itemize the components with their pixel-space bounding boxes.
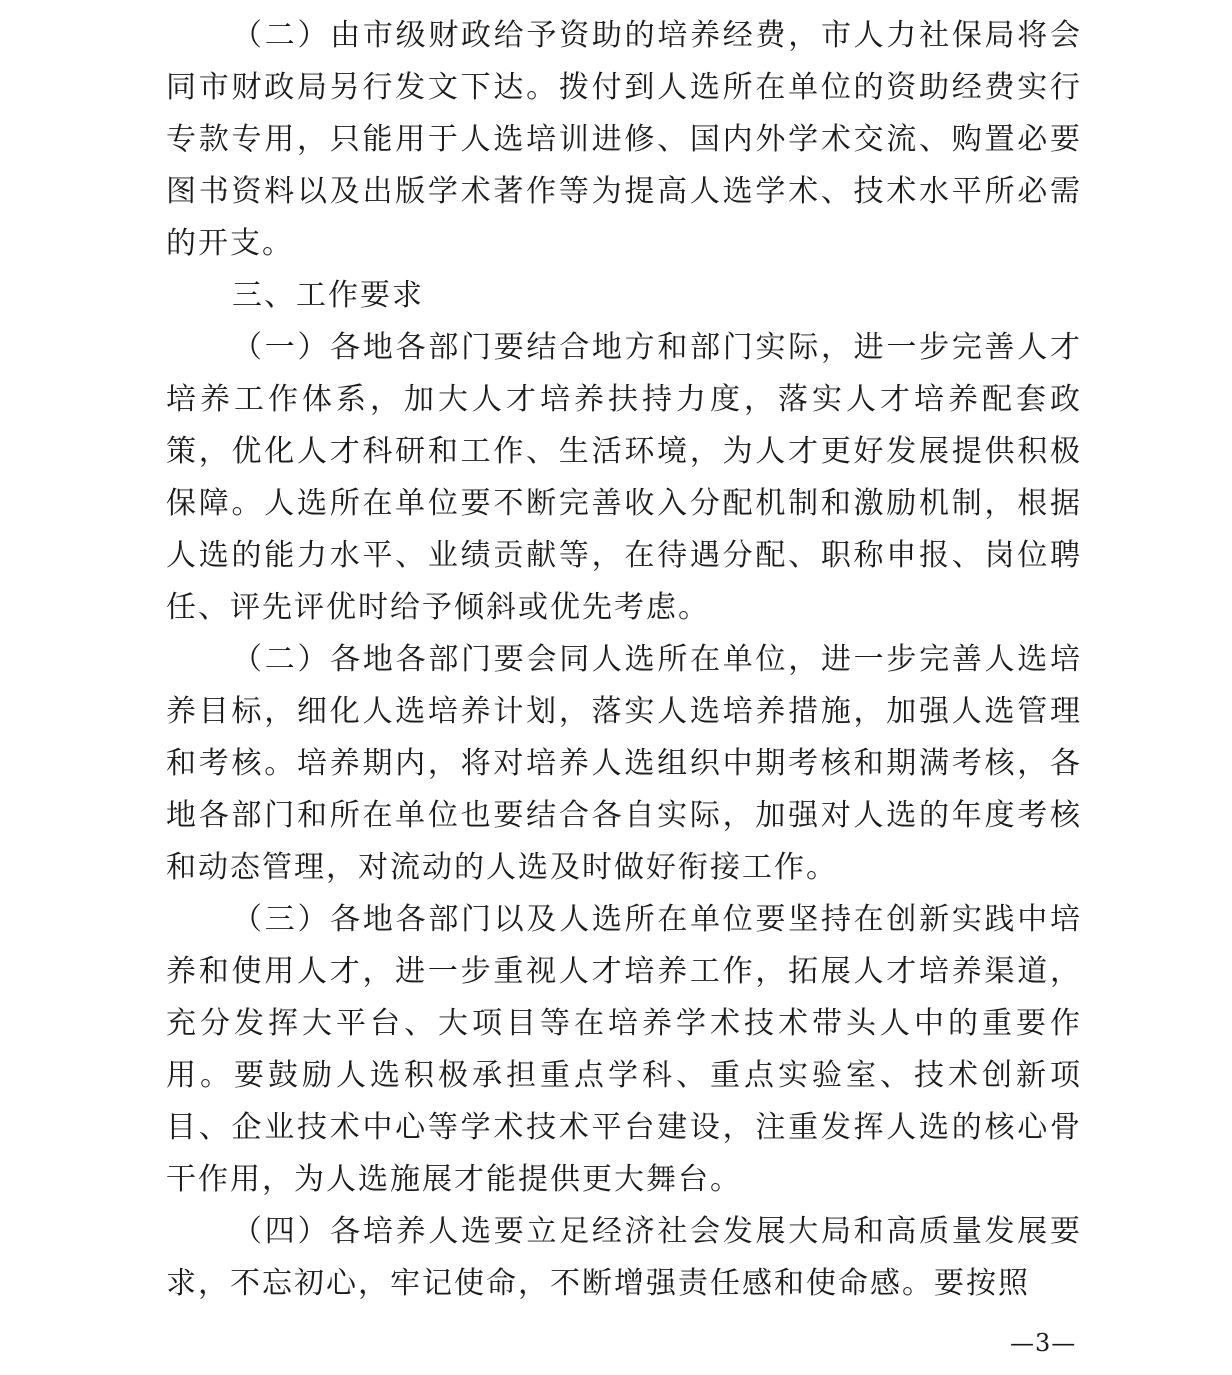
document-page [166, 10, 1082, 1310]
page-number: —3— [1010, 1329, 1077, 1357]
paragraph-requirement-2: （二）各地各部门要会同人选所在单位，进一步完善人选培养目标，细化人选培养计划，落实人选培养措施，加强人选管理和考核。培养期内，将对培养人选组织中期考核和期满考核，各地各部门和所在单位也要结合各自实际，加强对人选的年度考核和动态管理，对流动的人选及时做好衔接工作。 [166, 642, 1082, 885]
paragraph-funding: （二）由市级财政给予资助的培养经费，市人力社保局将会同市财政局另行发文下达。拨付到人选所在单位的资助经费实行专款专用，只能用于人选培训进修、国内外学术交流、购置必要图书资料以及出版学术著作等为提高人选学术、技术水平所必需的开支。 [166, 18, 1082, 261]
paragraph-requirement-3: （三）各地各部门以及人选所在单位要坚持在创新实践中培养和使用人才，进一步重视人才培养工作，拓展人才培养渠道，充分发挥大平台、大项目等在培养学术技术带头人中的重要作用。要鼓励人选积极承担重点学科、重点实验室、技术创新项目、企业技术中心等学术技术平台建设，注重发挥人选的核心骨干作用，为人选施展才能提供更大舞台。 [166, 902, 1082, 1197]
paragraph-requirement-4: （四）各培养人选要立足经济社会发展大局和高质量发展要求，不忘初心，牢记使命，不断增强责任感和使命感。要按照 [166, 1214, 1082, 1301]
paragraph-requirement-1: （一）各地各部门要结合地方和部门实际，进一步完善人才培养工作体系，加大人才培养扶持力度，落实人才培养配套政策，优化人才科研和工作、生活环境，为人才更好发展提供积极保障。人选所在单位要不断完善收入分配机制和激励机制，根据人选的能力水平、业绩贡献等，在待遇分配、职称申报、岗位聘任、评先评优时给予倾斜或优先考虑。 [166, 330, 1082, 625]
section-heading-work-requirements: 三、工作要求 [232, 278, 424, 313]
